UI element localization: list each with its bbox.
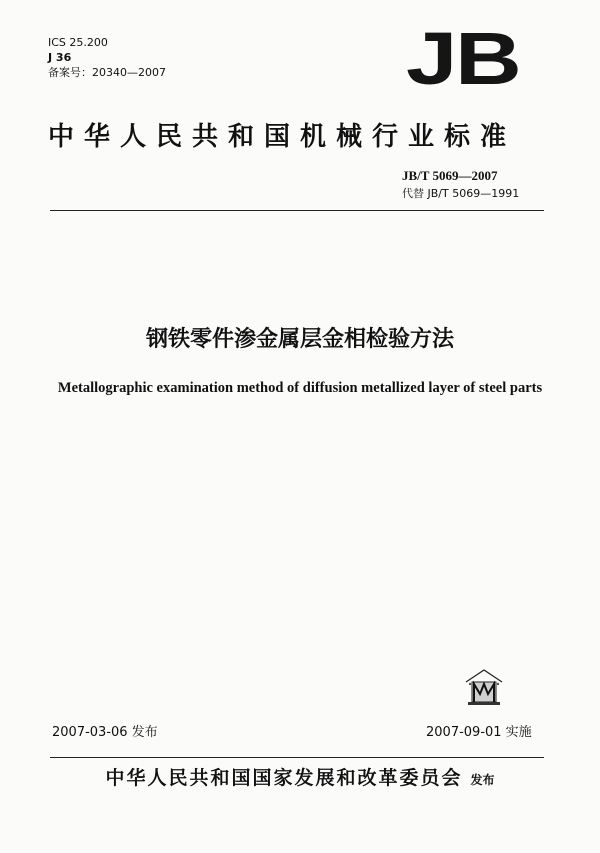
replaces-standard: 代替 JB/T 5069—1991 bbox=[402, 187, 520, 200]
issuer-suffix: 发布 bbox=[470, 773, 495, 787]
issue-date: 2007-03-06 发布 bbox=[52, 725, 158, 740]
issuer-name: 中华人民共和国国家发展和改革委员会 bbox=[105, 767, 463, 789]
document-title-en: Metallographic examination method of diffusion metallized layer of steel parts bbox=[57, 380, 543, 396]
footer-divider bbox=[50, 757, 544, 758]
header-divider bbox=[50, 210, 544, 211]
ics-code: ICS 25.200 bbox=[48, 36, 108, 49]
industry-standard-title: 中华人民共和国机械行业标准 bbox=[48, 122, 517, 152]
record-number: 备案号：20340—2007 bbox=[48, 66, 166, 79]
publisher-emblem-icon bbox=[460, 662, 508, 710]
document-title-cn: 钢铁零件渗金属层金相检验方法 bbox=[145, 327, 454, 352]
jb-logo: JB bbox=[406, 17, 520, 100]
issuing-authority bbox=[0, 763, 600, 790]
classification-code: J 36 bbox=[48, 51, 72, 64]
standard-number: JB/T 5069—2007 bbox=[402, 168, 498, 183]
effective-date: 2007-09-01 实施 bbox=[426, 725, 532, 740]
